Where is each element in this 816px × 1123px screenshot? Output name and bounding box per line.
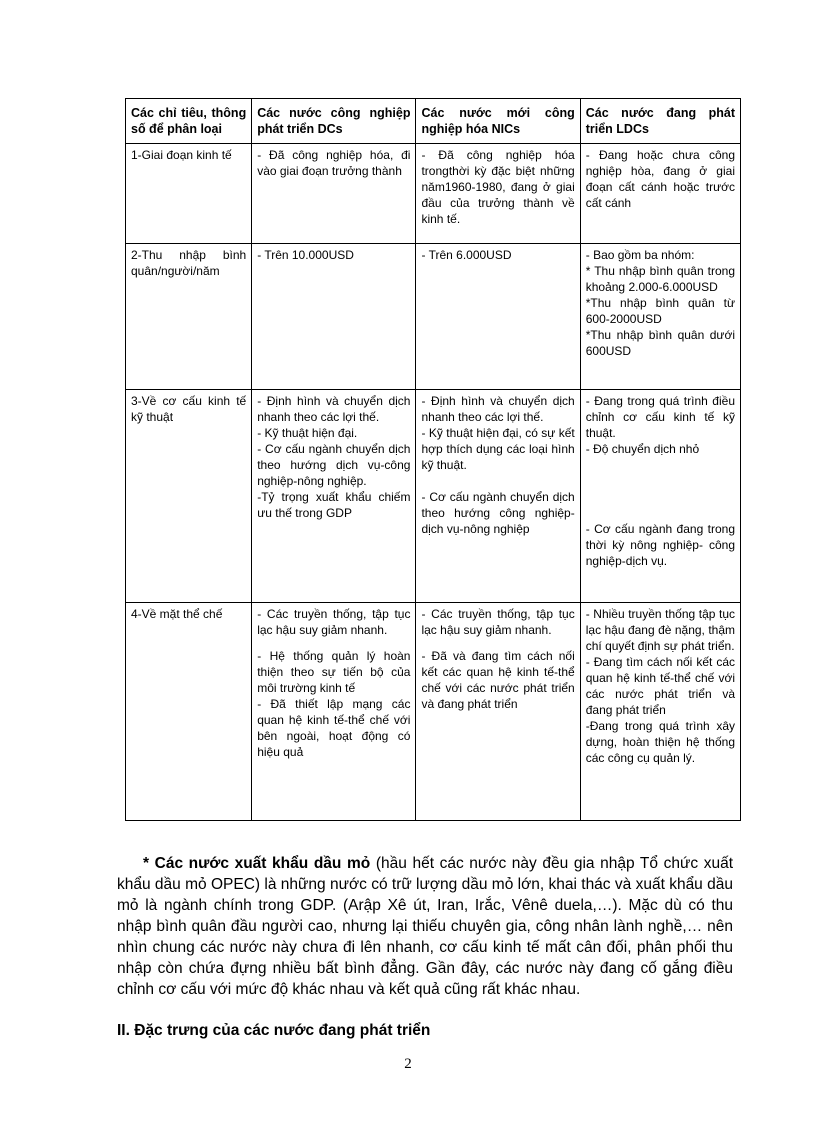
- cell-text: - Cơ cấu ngành chuyển dịch theo hướng công nghiệp- dịch vụ-nông nghiệp: [421, 490, 575, 536]
- cell-text: - Bao gồm ba nhóm:: [585, 248, 695, 262]
- row-cell-dcs: [252, 390, 416, 603]
- row-criterion: 2-Thu nhập bình quân/người/năm: [126, 244, 252, 390]
- cell-text: *Thu nhập bình quân dưới 600USD: [585, 328, 735, 358]
- header-dcs: Các nước công nghiệp phát triển DCs: [252, 99, 416, 144]
- cell-text: - Trên 10.000USD: [257, 248, 354, 262]
- cell-text: - Đã công nghiệp hóa, đi vào giai đoạn trưởng thành: [257, 148, 411, 178]
- cell-text: - Hệ thống quản lý hoàn thiện theo sự tiến bộ của môi trường kinh tế: [257, 649, 411, 695]
- cell-text: - Kỹ thuật hiện đại.: [257, 426, 358, 440]
- spacer: [421, 473, 574, 489]
- row-cell-dcs: [252, 244, 416, 390]
- table-header-row: [126, 99, 741, 144]
- cell-text: * Thu nhập bình quân trong khoảng 2.000-6.000USD: [585, 264, 735, 294]
- cell-text: - Kỹ thuật hiện đại, có sự kết hợp thích dụng các loại hình kỹ thuật.: [421, 426, 575, 472]
- header-ldcs: Các nước đang phát triển LDCs: [580, 99, 740, 144]
- table-row: [126, 144, 741, 244]
- cell-text: -Tỷ trọng xuất khẩu chiếm ưu thế trong GDP: [257, 490, 411, 520]
- row-cell-nics: [416, 244, 580, 390]
- classification-table: [125, 98, 741, 821]
- cell-text: - Đã thiết lập mạng các quan hệ kinh tế-thể chế với bên ngoài, hoạt động có hiệu quả: [257, 697, 411, 759]
- cell-text: - Các truyền thống, tập tục lạc hậu suy giảm nhanh.: [257, 607, 411, 637]
- cell-text: - Đang hoặc chưa công nghiệp hòa, đang ở giai đoạn cất cánh hoặc trước cất cánh: [585, 148, 735, 210]
- cell-text: - Cơ cấu ngành đang trong thời kỳ nông nghiệp- công nghiệp-dịch vụ.: [585, 522, 735, 568]
- cell-text: - Nhiều truyền thống tập tục lạc hậu đang đè nặng, thậm chí quyết định sự phát triển.: [585, 607, 735, 653]
- row-criterion: 1-Giai đoạn kinh tế: [126, 144, 252, 244]
- opec-lead: * Các nước xuất khẩu dầu mỏ: [143, 855, 371, 872]
- header-nics: Các nước mới công nghiệp hóa NICs: [416, 99, 580, 144]
- row-cell-dcs: [252, 144, 416, 244]
- cell-text: - Cơ cấu ngành chuyển dịch theo hướng dịch vụ-công nghiệp-nông nghiệp.: [257, 442, 411, 488]
- row-cell-ldcs: [580, 603, 740, 821]
- cell-text: - Các truyền thống, tập tục lạc hậu suy giảm nhanh.: [421, 607, 575, 637]
- opec-body: (hầu hết các nước này đều gia nhập Tổ chức xuất khẩu dầu mỏ OPEC) là những nước có trữ lượng dầu mỏ lớn, khai thác và xuất khẩu dầu mỏ là ngành chính trong GDP. (Arập Xê út, Iran, Irắc, Vênê duela,…). Mặc dù có thu nhập bình quân đầu người cao, nhưng lại thiếu chuyên gia, công nhân lành nghề,… nên nhìn chung các nước này chưa đi lên nhanh, cơ cấu kinh tế mất cân đối, phân phối thu nhập còn chứa đựng nhiều bất bình đẳng. Gần đây, các nước này đang cố gắng điều chỉnh cơ cấu với mức độ khác nhau và kết quả cũng rất khác nhau.: [117, 855, 734, 998]
- table-row: [126, 244, 741, 390]
- table-row: [126, 603, 741, 821]
- cell-text: - Độ chuyển dịch nhỏ: [585, 442, 700, 456]
- row-criterion: 3-Về cơ cấu kinh tế kỹ thuật: [126, 390, 252, 603]
- section-heading: II. Đặc trưng của các nước đang phát triển: [117, 1022, 431, 1039]
- spacer: [257, 638, 410, 648]
- row-cell-ldcs: [580, 390, 740, 603]
- cell-text: - Định hình và chuyển dịch nhanh theo các lợi thế.: [421, 394, 575, 424]
- opec-paragraph: [117, 853, 733, 1000]
- row-cell-nics: [416, 390, 580, 603]
- spacer: [586, 457, 735, 521]
- row-cell-dcs: [252, 603, 416, 821]
- cell-text: - Định hình và chuyển dịch nhanh theo các lợi thế.: [257, 394, 411, 424]
- cell-text: - Đã công nghiệp hóa trongthời kỳ đặc biệt những năm1960-1980, đang ở giai đầu của trưởng thành về kinh tế.: [421, 148, 575, 226]
- table-row: [126, 390, 741, 603]
- row-cell-ldcs: [580, 144, 740, 244]
- row-criterion: 4-Về mặt thể chế: [126, 603, 252, 821]
- row-cell-nics: [416, 144, 580, 244]
- cell-text: - Đang trong quá trình điều chỉnh cơ cấu kinh tế kỹ thuật.: [585, 394, 735, 440]
- row-cell-ldcs: [580, 244, 740, 390]
- spacer: [421, 638, 574, 648]
- page-number: 2: [404, 1056, 412, 1072]
- cell-text: - Đã và đang tìm cách nối kết các quan hệ kinh tế-thể chế với các nước phát triển và đang phát triển: [421, 649, 575, 711]
- header-criteria: Các chỉ tiêu, thông số để phân loại: [126, 99, 252, 144]
- cell-text: - Trên 6.000USD: [421, 248, 512, 262]
- cell-text: *Thu nhập bình quân từ 600-2000USD: [585, 296, 735, 326]
- row-cell-nics: [416, 603, 580, 821]
- cell-text: - Đang tìm cách nối kết các quan hệ kinh tế-thể chế với các nước phát triển và đang phát triển: [585, 655, 735, 717]
- cell-text: -Đang trong quá trình xây dựng, hoàn thiện hệ thống các công cụ quản lý.: [585, 719, 735, 765]
